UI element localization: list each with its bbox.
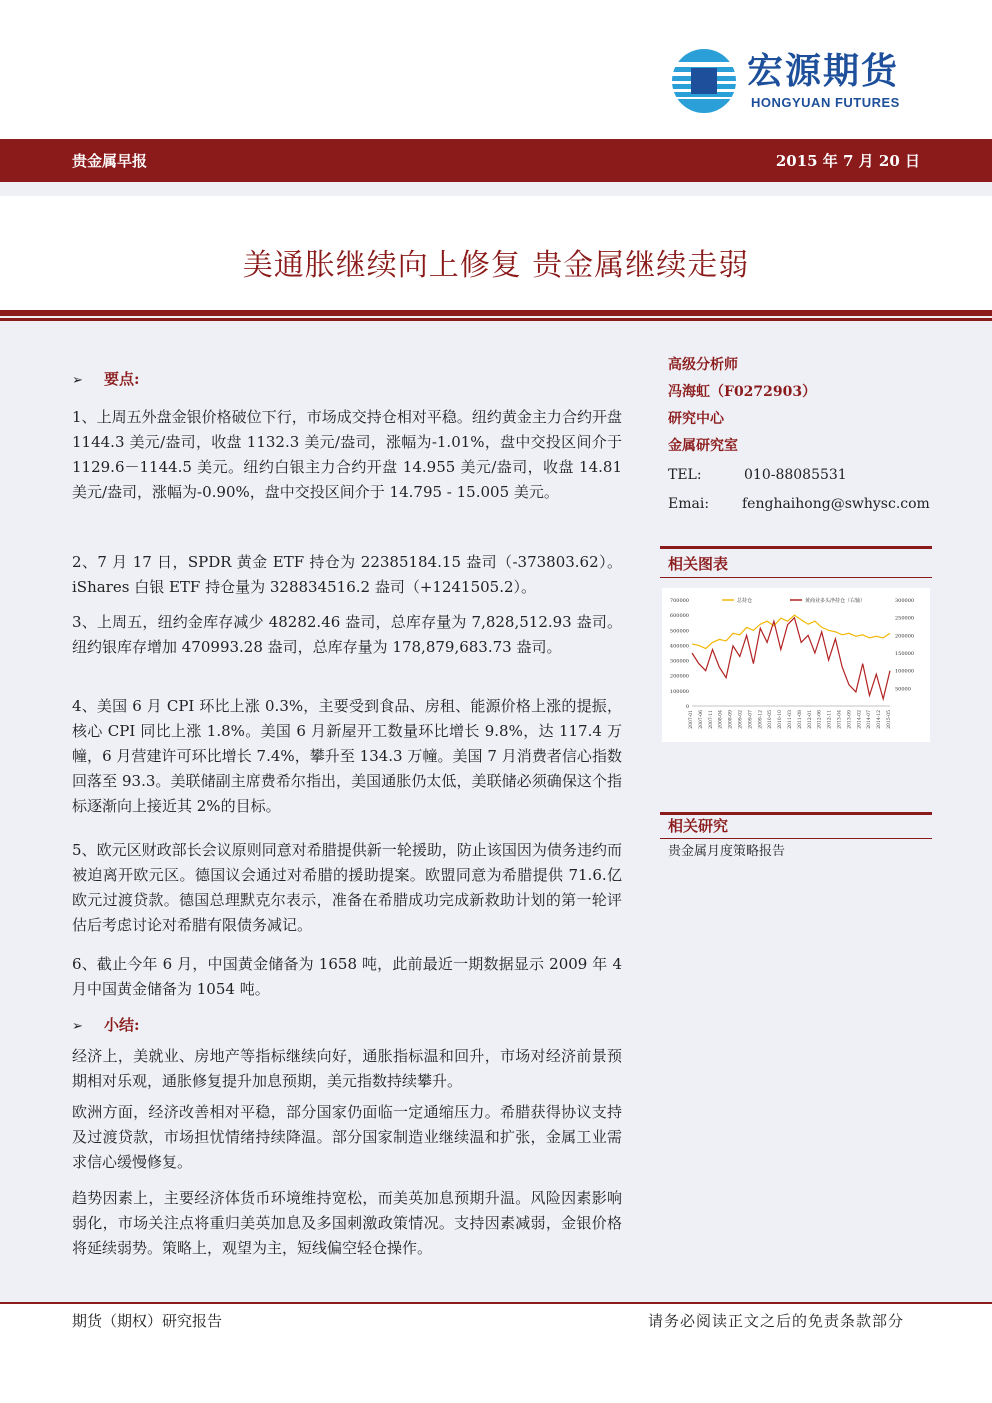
- x-tick-label: 2008-04: [718, 710, 724, 729]
- y-right-tick-label: 250000: [895, 615, 915, 622]
- summary-paragraph-1: 经济上，美就业、房地产等指标继续向好，通胀指标温和回升，市场对经济前景预期相对乐观，通胀修复提升加息预期，美元指数持续攀升。: [72, 1047, 622, 1090]
- key-points-heading-row: [72, 368, 140, 389]
- title-rule-thick: [0, 310, 992, 316]
- x-tick-label: 2010-05: [768, 710, 774, 729]
- analyst-title: 高级分析师: [668, 357, 738, 373]
- report-type: 贵金属早报: [72, 152, 148, 170]
- y-left-tick-label: 600000: [669, 613, 689, 620]
- x-tick-label: 2015-05: [887, 710, 892, 729]
- y-left-tick-label: 300000: [669, 658, 689, 665]
- key-point-3: 3、上周五，纽约金库存减少 48282.46 盎司，总库存量为 7,828,512.93 盎司。纽约银库存增加 470993.28 盎司，总库存量为 178,879,683.73 盎司。: [72, 613, 622, 656]
- x-tick-label: 2012-06: [817, 710, 823, 729]
- y-right-tick-label: 300000: [895, 598, 915, 604]
- research-heading: 相关研究: [668, 817, 729, 835]
- key-point-6: 6、截止今年 6 月，中国黄金储备为 1658 吨，此前最近一期数据显示 2009 年 4 月中国黄金储备为 1054 吨。: [72, 955, 622, 998]
- footer-disclaimer-link[interactable]: 请务必阅读正文之后的免责条款部分: [647, 1312, 904, 1330]
- x-tick-label: 2014-07: [867, 710, 873, 729]
- key-point-1: 1、上周五外盘金银价格破位下行，市场成交持仓相对平稳。纽约黄金主力合约开盘 1144.3 美元/盎司，收盘 1132.3 美元/盎司，涨幅为-1.01%，盘中交投区间介于 1129.6－1144.5 美元。纽约白银主力合约开盘 14.955 美元/盎司，收盘 14.81 美元/盎司，涨幅为-0.90%，盘中交投区间介于 14.795 - 15.005 美元。: [72, 408, 622, 501]
- legend-label: 总持仓: [737, 598, 753, 604]
- tel-value: 010-88085531: [744, 467, 847, 483]
- x-tick-label: 2009-12: [758, 710, 764, 729]
- summary-paragraph-3: 趋势因素上，主要经济体货币环境维持宽松，而美英加息预期升温。风险因素影响弱化，市场关注点将重归美英加息及多国刺激政策情况。支持因素减弱，金银价格将延续弱势。策略上，观望为主，短线偏空轻仓操作。: [72, 1189, 622, 1257]
- arrow-bullet-icon: ➢: [72, 1019, 83, 1034]
- email-label: Emai:: [668, 496, 710, 512]
- research-center: 研究中心: [668, 411, 724, 427]
- legend-label: 黄商业多头净持仓（右轴）: [805, 598, 866, 604]
- key-point-5: 5、欧元区财政部长会议原则同意对希腊提供新一轮援助，防止该国因为债务违约而被迫离开欧元区。德国议会通过对希腊的援助提案。欧盟同意为希腊提供 71.6.亿欧元过渡贷款。德国总理默克尔表示，准备在希腊成功完成新救助计划的第一轮评估后考虑讨论对希腊有限债务减记。: [72, 841, 622, 934]
- summary-paragraph-2: 欧洲方面，经济改善相对平稳，部分国家仍面临一定通缩压力。希腊获得协议支持及过渡贷款，市场担忧情绪持续降温。部分国家制造业继续温和扩张，金属工业需求信心缓慢修复。: [72, 1103, 622, 1171]
- logo-text-en: HONGYUAN FUTURES: [751, 95, 900, 110]
- x-tick-label: 2009-02: [738, 710, 744, 729]
- tel-label: TEL:: [668, 467, 702, 483]
- chart-heading-underline: [660, 577, 932, 578]
- title-rule-thin: [0, 318, 992, 321]
- y-left-tick-label: 500000: [669, 628, 689, 635]
- y-right-tick-label: 100000: [895, 668, 915, 675]
- x-tick-label: 2007-06: [698, 710, 704, 729]
- summary-heading: 小结:: [104, 1016, 140, 1034]
- chart-heading-rule: [660, 546, 932, 549]
- y-left-tick-label: 700000: [669, 598, 689, 604]
- x-tick-label: 2008-09: [728, 710, 734, 729]
- logo-text-cn: 宏源期货: [747, 51, 900, 92]
- y-left-tick-label: 100000: [669, 688, 689, 695]
- key-point-2: 2、7 月 17 日，SPDR 黄金 ETF 持仓为 22385184.15 盎司（-373803.62）。iShares 白银 ETF 持仓量为 328834516.2 盎司（+1241505.2）。: [72, 553, 622, 596]
- analyst-name: 冯海虹（F0272903）: [668, 384, 817, 400]
- arrow-bullet-icon: ➢: [72, 373, 83, 388]
- report-title: 美通胀继续向上修复 贵金属继续走弱: [242, 248, 750, 283]
- x-tick-label: 2014-02: [857, 710, 863, 729]
- footer-rule: [0, 1302, 992, 1304]
- key-point-4: 4、美国 6 月 CPI 环比上涨 0.3%，主要受到食品、房租、能源价格上涨的提振，核心 CPI 同比上涨 1.8%。美国 6 月新屋开工数量环比增长 9.8%，达 117.4 万幢，6 月营建许可环比增长 7.4%，攀升至 134.3 万幢。美国 7 月消费者信心指数回落至 93.3。美联储副主席费希尔指出，美国通胀仍太低，美联储必须确保这个指标逐渐向上接近其 2%的目标。: [72, 697, 622, 815]
- x-tick-label: 2009-07: [748, 710, 754, 729]
- research-item-link[interactable]: 贵金属月度策略报告: [668, 844, 786, 859]
- x-tick-label: 2011-08: [797, 710, 803, 729]
- y-right-tick-label: 150000: [895, 651, 915, 657]
- email-link[interactable]: fenghaihong@swhysc.com: [742, 496, 930, 512]
- key-points-heading: 要点:: [104, 370, 140, 388]
- footer-left-text: 期货（期权）研究报告: [72, 1312, 223, 1330]
- x-tick-label: 2012-01: [807, 710, 813, 729]
- chart-heading: 相关图表: [668, 555, 729, 573]
- y-right-tick-label: 50000: [895, 686, 911, 693]
- x-tick-label: 2014-12: [877, 710, 883, 729]
- holdings-chart: [662, 588, 930, 742]
- x-tick-label: 2007-01: [689, 710, 694, 729]
- x-tick-label: 2013-09: [847, 710, 853, 729]
- y-left-tick-label: 200000: [669, 673, 689, 680]
- x-tick-label: 2013-04: [837, 710, 843, 729]
- hongyuan-logo-icon: [671, 48, 737, 114]
- report-date: 2015 年 7 月 20 日: [775, 152, 920, 170]
- x-tick-label: 2011-03: [788, 710, 793, 729]
- y-left-tick-label: 0: [685, 704, 689, 710]
- x-tick-label: 2012-11: [827, 710, 833, 729]
- summary-heading-row: [72, 1014, 140, 1035]
- x-tick-label: 2007-11: [708, 710, 714, 729]
- metals-office: 金属研究室: [668, 438, 738, 454]
- x-tick-label: 2010-10: [778, 710, 784, 729]
- y-right-tick-label: 200000: [895, 633, 915, 640]
- y-left-tick-label: 400000: [669, 643, 689, 650]
